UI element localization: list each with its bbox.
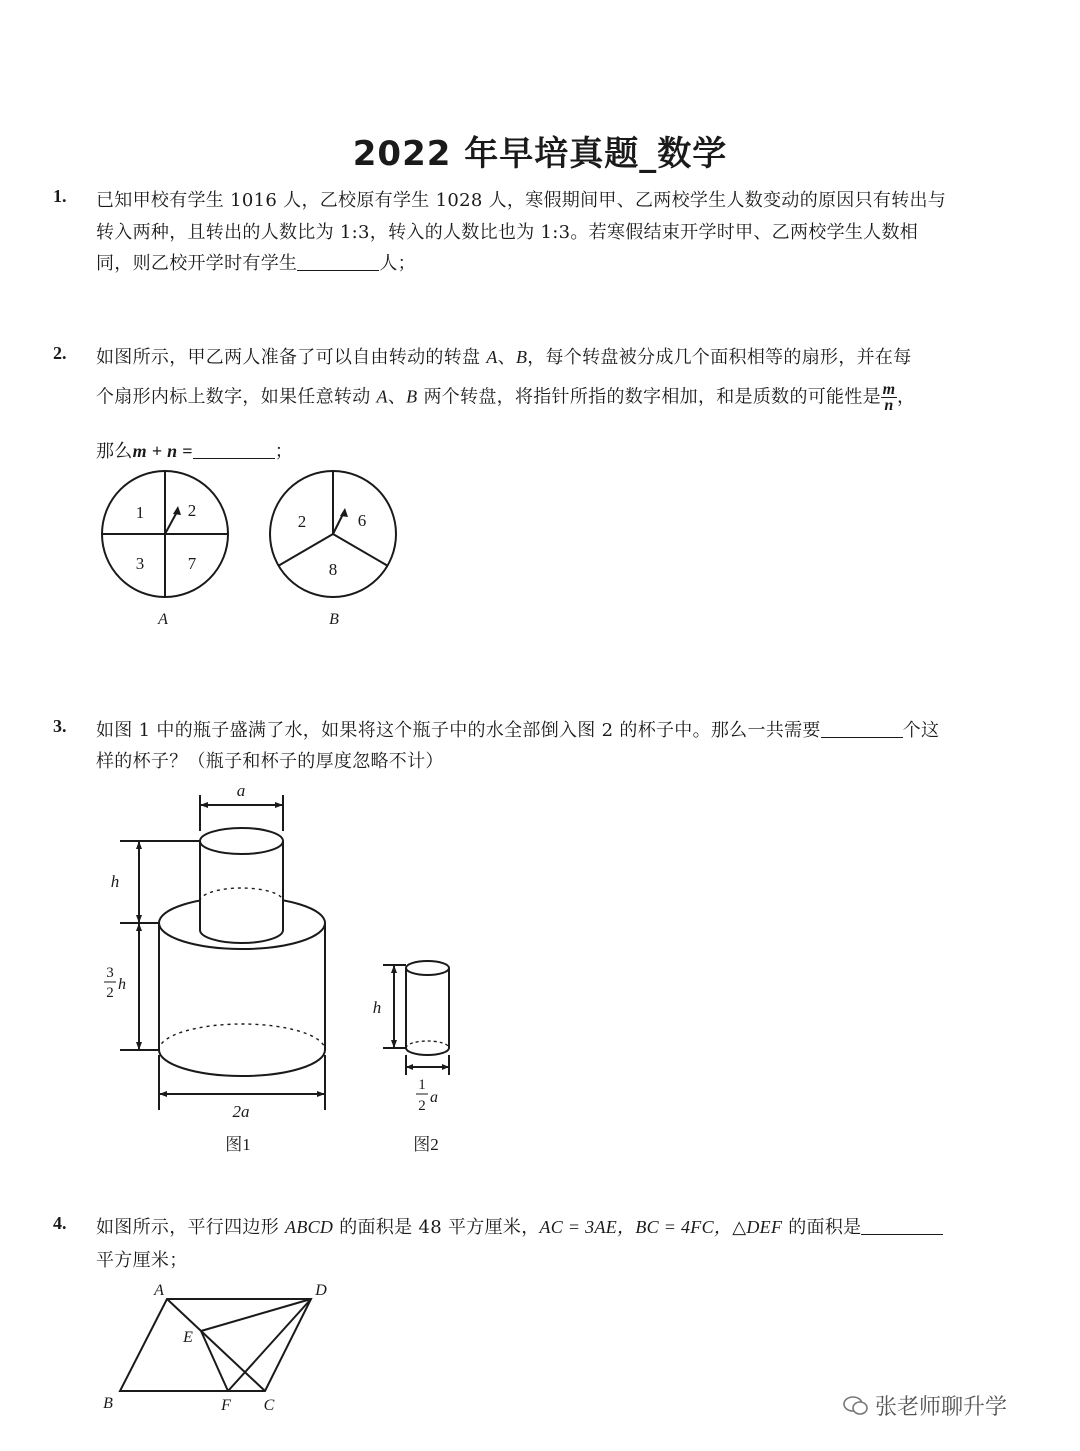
figure-1-bottle <box>120 795 325 1110</box>
spinner-b-divider-3 <box>333 534 388 566</box>
q2-var-b2: B <box>406 386 418 407</box>
spinner-a <box>102 471 228 628</box>
question-3-line-2: 样的杯子？（瓶子和杯子的厚度忽略不计） <box>96 751 444 772</box>
question-1-line-2: 转入两种，且转出的人数比为 1:3，转入的人数比也为 1:3。若寒假结束开学时甲、乙两校学生人数相 <box>96 222 919 243</box>
figure-2-caption: 图2 <box>413 1135 439 1154</box>
dim-3-2h-arrow-bottom <box>136 1042 142 1050</box>
segment-ef <box>201 1331 228 1391</box>
spinner-figure <box>90 470 410 630</box>
spinner-a-num-4: 7 <box>187 554 197 573</box>
q2-text-2-end: ， <box>896 386 916 408</box>
q2-text-1a: 如图所示，甲乙两人准备了可以自由转动的转盘 <box>96 347 487 368</box>
point-e-label: E <box>183 1329 193 1346</box>
probability-fraction <box>881 382 897 413</box>
q4-text-1b: 的面积是 48 平方厘米， <box>333 1217 540 1238</box>
q2-expression: m + n = <box>132 441 193 461</box>
question-2-number: 2. <box>53 343 67 363</box>
dim-a-arrow-left <box>200 802 208 808</box>
question-4-number: 4. <box>53 1213 67 1233</box>
fraction-denominator: n <box>884 397 894 414</box>
bottle-cup-figure <box>100 775 480 1165</box>
cup-label-denominator: 2 <box>418 1098 426 1114</box>
answer-blank-4[interactable] <box>861 1216 943 1235</box>
answer-blank-3[interactable] <box>821 719 903 738</box>
q4-conditions: AC = 3AE，BC = 4FC，△DEF <box>539 1217 783 1237</box>
label-3-2h-var: h <box>118 976 126 993</box>
body-bottom-front <box>159 1050 325 1076</box>
label-3-2h-denominator: 2 <box>106 985 114 1001</box>
q2-text-2a: 个扇形内标上数字，如果任意转动 <box>96 386 377 408</box>
cup-label-numerator: 1 <box>418 1077 426 1093</box>
q2-text-3-end: ； <box>274 441 294 462</box>
question-1-line-1: 已知甲校有学生 1016 人，乙校原有学生 1028 人，寒假期间甲、乙两校学生人数变动的原因只有转出与 <box>96 190 947 211</box>
q4-text-1d: 的面积是 <box>782 1217 862 1238</box>
wechat-icon <box>843 1395 869 1417</box>
question-2-line-3 <box>96 437 293 463</box>
q3-text-1a: 如图 1 中的瓶子盛满了水，如果将这个瓶子中的水全部倒入图 2 的杯子中。那么一共需要 <box>96 720 821 741</box>
dim-3-2h-arrow-top <box>136 923 142 931</box>
cup-label-h: h <box>372 998 382 1017</box>
spinner-b <box>270 471 396 628</box>
q2-text-2b: 两个转盘，将指针所指的数字相加，和是质数的可能性是 <box>417 386 881 408</box>
q2-text-1b: ，每个转盘被分成几个面积相等的扇形，并在每 <box>527 347 912 368</box>
point-f-label: F <box>221 1397 231 1414</box>
point-c-label: C <box>263 1397 275 1414</box>
spinner-a-label: A <box>158 611 168 628</box>
cup-top-ellipse <box>406 961 449 975</box>
body-bottom-back <box>159 1024 325 1050</box>
dim-h-arrow-top <box>136 841 142 849</box>
question-1-line-3-end: 人； <box>379 253 416 274</box>
cup-dim-h-arrow-top <box>391 965 397 973</box>
spinner-b-num-3: 8 <box>328 560 338 579</box>
cup-label-var: a <box>430 1089 438 1106</box>
point-b-label: B <box>103 1395 113 1412</box>
spinner-a-num-2: 2 <box>187 501 197 520</box>
question-3-line-1 <box>96 716 939 742</box>
page-title: 2022 年早培真题_数学 <box>352 134 728 174</box>
spinner-a-num-3: 3 <box>135 554 145 573</box>
cup-dim-h-arrow-bottom <box>391 1040 397 1048</box>
answer-blank-1[interactable] <box>297 252 379 271</box>
q3-text-1b: 个这 <box>902 720 940 741</box>
segment-ed <box>201 1299 311 1331</box>
q2-var-a2: A <box>376 386 388 407</box>
parallelogram-figure <box>95 1275 335 1415</box>
question-1-number: 1. <box>53 186 67 206</box>
spinner-b-pointer-head <box>340 508 348 517</box>
segment-fd <box>228 1299 311 1391</box>
question-2-line-2 <box>96 382 915 413</box>
fraction-numerator: m <box>882 381 896 398</box>
spinner-b-divider-2 <box>278 534 333 566</box>
cup-dim-w-arrow-right <box>442 1064 449 1070</box>
question-4-line-1 <box>96 1213 943 1239</box>
watermark <box>843 1390 1007 1421</box>
spinner-b-label: B <box>329 611 339 628</box>
cup-dim-w-arrow-left <box>406 1064 413 1070</box>
q2-sep-1: 、 <box>497 347 516 368</box>
cup-bottom-back <box>406 1041 449 1048</box>
question-2-line-1 <box>96 343 912 369</box>
spinner-b-num-1: 2 <box>297 512 307 531</box>
dim-a-arrow-right <box>275 802 283 808</box>
q2-var-a: A <box>486 347 498 367</box>
answer-blank-2[interactable] <box>193 440 275 459</box>
question-1-line-3 <box>96 249 416 275</box>
spinner-a-num-1: 1 <box>135 503 145 522</box>
label-3-2h-numerator: 3 <box>106 965 114 981</box>
point-a-label: A <box>154 1282 164 1299</box>
dim-2a-arrow-right <box>317 1091 325 1097</box>
question-3-number: 3. <box>53 716 67 736</box>
spinner-a-pointer-head <box>173 506 181 515</box>
q2-var-b: B <box>515 347 528 367</box>
q4-text-1a: 如图所示，平行四边形 <box>96 1217 286 1238</box>
dim-h-arrow-bottom <box>136 915 142 923</box>
question-4-line-2: 平方厘米； <box>96 1250 188 1271</box>
label-2a: 2a <box>232 1102 250 1121</box>
spinner-b-num-2: 6 <box>357 511 367 530</box>
figure-2-cup <box>383 961 449 1075</box>
q2-sep-2: 、 <box>387 386 407 408</box>
point-d-label: D <box>315 1282 327 1299</box>
figure-1-caption: 图1 <box>225 1135 251 1154</box>
cup-bottom-front <box>406 1048 449 1055</box>
diagonal-ac <box>167 1299 265 1391</box>
q2-text-3a: 那么 <box>96 441 133 462</box>
neck-bottom-front <box>200 930 283 943</box>
dim-2a-arrow-left <box>159 1091 167 1097</box>
watermark-text: 张老师聊升学 <box>875 1395 1008 1420</box>
q4-abcd: ABCD <box>285 1217 334 1237</box>
label-h: h <box>110 872 120 891</box>
question-1-line-3-text: 同，则乙校开学时有学生 <box>96 253 298 274</box>
label-a: a <box>236 781 246 800</box>
